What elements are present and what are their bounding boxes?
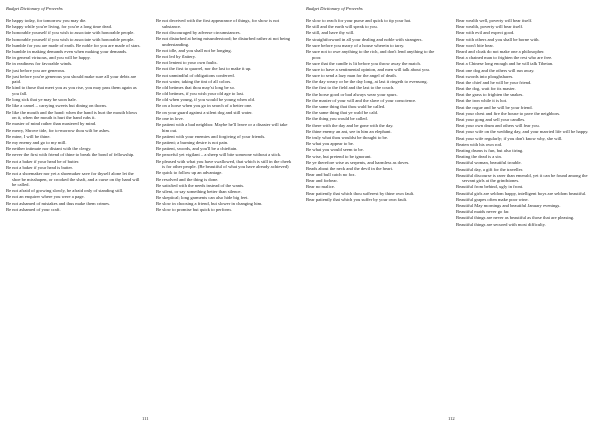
proverb-entry: Be long sick that ye may be soon hale.: [6, 97, 77, 103]
proverb-entry: Beautiful things are never as beautiful as those that are pleasing.: [456, 215, 575, 221]
proverb-entry: Be not led by flattery.: [156, 53, 196, 59]
proverb-entry: Be resolved and the thing is done.: [156, 176, 219, 182]
proverb-entry: Be what you appear to be.: [306, 141, 354, 147]
proverb-entry: Be straightforward in all your dealing and noble with strangers.: [306, 36, 423, 42]
proverb-entry: Be truly what thou wouldst be thought to be.: [306, 134, 389, 140]
proverb-entry: Be just before you are generous.: [6, 67, 66, 73]
proverb-entry: Be wise, but pretend to be ignorant.: [306, 153, 372, 159]
proverb-entry: Be still, and have thy will.: [306, 30, 355, 36]
proverb-entry: Beautiful woman, beautiful trouble.: [456, 160, 522, 166]
proverb-entry: Be not lenient to your own faults.: [156, 60, 218, 66]
proverb-entry: Be sure to have a sentimental opinion, and men will talk about you.: [306, 66, 431, 72]
proverb-entry: Be there with the day and be gone with the day.: [306, 122, 394, 128]
column-left: [306, 18, 442, 203]
proverb-entry: Be peaceful yet vigilant – a sheep will bite someone without a stick.: [156, 152, 282, 158]
proverb-entry: Be my enemy and go to my mill.: [6, 139, 67, 145]
proverb-entry: Be not disturbed at being misunderstood; be disturbed rather at not being understanding.: [156, 35, 291, 47]
proverb-entry: Be on your guard against a silent dog and still water.: [156, 109, 253, 115]
proverb-entry: Beautiful girls are seldom happy, intelligent boys are seldom beautiful.: [456, 190, 587, 196]
proverb-entry: Beautiful discourse is rarer than emerald, yet it can be found among the servant girls at the grindstones.: [456, 172, 588, 184]
proverb-entry: Be ye therefore wise as serpents, and harmless as doves.: [306, 159, 410, 165]
proverb-entry: Be slow to reach for your purse and quick to tip your hat.: [306, 18, 412, 23]
proverb-entry: Be sure that the candle is lit before you throw away the match.: [306, 60, 421, 66]
proverb-entry: Bear wealth, poverty will bear itself.: [456, 24, 524, 30]
proverb-entry: Be sure not to owe anything to the rich, and don't lend anything to the poor.: [306, 48, 435, 60]
proverb-entry: Be patient; a burning desire is not pain.: [156, 139, 229, 145]
proverb-entry: Be kind to those that meet you as you rise, you may pass them again as you fall.: [6, 85, 137, 97]
page-number: 112: [448, 416, 455, 421]
proverb-entry: Be in readiness for favorable winds.: [6, 61, 73, 67]
proverb-entry: Be what you would seem to be.: [306, 147, 364, 153]
proverb-entry: Be thine enemy an ant, see in him an elephant.: [306, 128, 392, 134]
proverb-entry: Be pleased with what you have swallowed, that which is still in the cheek is for other people. (Be beautiful of what you have already achieved): [156, 158, 292, 170]
proverb-entry: Beat swords into ploughshares.: [456, 73, 514, 79]
proverb-entry: Beat one dog and the others will run away.: [456, 67, 535, 73]
proverb-entry: Be like a camel – carrying sweets but dining on thorns.: [6, 103, 108, 109]
proverb-entry: Be patient with a bad neighbor. Maybe he'll leave or a disaster will take him out.: [156, 122, 288, 133]
proverb-entry: Be the horse good or bad always wear your spurs.: [306, 91, 398, 97]
proverb-entry: Beat your own drum and others will fear you.: [456, 123, 540, 129]
proverb-entry: Be humble in making demands even when making your demands.: [6, 48, 128, 54]
proverb-entry: Beat the chief and he will be your friend.: [456, 79, 532, 85]
column-left: [6, 18, 142, 213]
proverb-entry: Be sure before you marry of a house wherein to tarry.: [306, 42, 405, 48]
proverb-entry: Be the first to the field and the last to the couch.: [306, 85, 395, 91]
proverb-entry: Be one in love.: [156, 115, 184, 121]
proverb-entry: Be honorable yourself if you wish to associate with honorable people.: [6, 30, 135, 36]
proverb-entry: Be not unmindful of obligations conferred.: [156, 72, 235, 78]
proverb-entry: Be not idle, and you shall not be longing.: [156, 47, 232, 53]
proverb-entry: Be not a shoemaker nor yet a shoemaker save for thyself alone let the shoe be misshapen, or crooked the shaft, and a curse on thy hand will be called.: [6, 170, 140, 188]
proverb-entry: Beat your wife on the wedding day, and your married life will be happy.: [456, 129, 589, 135]
proverb-entry: Be quick to follow up an advantage.: [156, 170, 223, 176]
column-right: [456, 18, 592, 228]
proverb-entry: Be not deceived with the first appearance of things, for show is not substance.: [156, 18, 280, 29]
proverb-entry: Be honorable yourself if you wish to associate with honorable people.: [6, 36, 135, 42]
proverb-entry: Be not the first to quarrel, nor the last to make it up.: [156, 66, 252, 72]
proverb-entry: Be the master of your will and the slave of your conscience.: [306, 97, 417, 103]
proverb-entry: Be not a baker if your head be of butter.: [6, 158, 80, 164]
proverb-entry: Beautiful from behind, ugly in front.: [456, 184, 524, 190]
proverb-entry: Be sure to send a lazy man for the angel of death.: [306, 73, 397, 79]
proverb-entry: Beat a chained man to frighten the rest who are free.: [456, 55, 553, 61]
proverb-entry: Be just before you're generous you should make sure all your debts are paid.: [6, 73, 137, 85]
proverb-entry: Be silent, or say something better than silence.: [156, 188, 242, 194]
proverb-entry: Be happy while you're living, for you're a long time dead.: [6, 24, 113, 30]
proverb-entry: Bear wealth well, poverty will bear itself.: [456, 18, 533, 23]
proverb-entry: Bear won't bite bear.: [456, 42, 494, 48]
proverb-entry: Be not ashamed of mistakes and thus make them crimes.: [6, 200, 111, 206]
proverb-entry: Beat your gong and sell your candles.: [456, 117, 526, 122]
proverb-entry: Beard and cloak do not make one a philosopher.: [456, 48, 545, 54]
proverb-entry: Be slow to promise but quick to perform.: [156, 207, 232, 213]
proverb-entry: Be never the first with friend of thine to break the bond of fellowship.: [6, 152, 135, 158]
proverb-entry: Bear patiently that which you suffer by your own fault.: [306, 196, 408, 202]
proverb-entry: Be not a baker if your head is butter.: [6, 164, 73, 170]
proverb-entry: Bear and bull catch no fox.: [306, 172, 356, 178]
page-number: 111: [142, 416, 149, 421]
proverb-entry: Be patient with your enemies and forgiving of your friends.: [156, 133, 266, 139]
proverb-entry: Be satisfied with the needs instead of the wants.: [156, 182, 245, 188]
proverb-entry: Be not water, taking the tint of all colors.: [156, 78, 232, 84]
proverb-entry: Be not an enquirer where you were a page.: [6, 194, 85, 200]
proverb-entry: Be not ashamed of your craft.: [6, 206, 61, 212]
running-header: Budget Dictionary of Proverbs: [306, 6, 363, 11]
proverb-entry: Be slow in choosing a friend, but slower in changing him.: [156, 201, 263, 207]
proverb-entry: Be not afraid of growing slowly, be afraid only of standing still.: [6, 188, 124, 194]
proverb-entry: Beat your wife regularly; if you don't know why, she will.: [456, 135, 563, 141]
proverb-entry: Be old betimes that thou may'st long be so.: [156, 84, 236, 90]
proverb-entry: Be still and the earth will speak to you.: [306, 24, 378, 30]
proverb-entry: Bear patiently that which thou sufferest by thine own fault.: [306, 190, 415, 196]
proverb-entry: Be old when young, if you would be young when old.: [156, 97, 256, 103]
proverb-entry: Beautiful things are secured with most difficulty.: [456, 221, 546, 227]
page-right: [300, 0, 600, 424]
proverb-entry: Bear with evil and expect good.: [456, 30, 515, 36]
proverb-entry: Be like the mouth and the hand: when the hand is hurt the mouth blows on it, when the mouth is hurt the hand rubs it.: [6, 109, 138, 121]
proverb-entry: Beat the iron while it is hot.: [456, 98, 508, 104]
proverb-entry: Be in general virtuous, and you will be happy.: [6, 55, 91, 61]
proverb-entry: Beat the grass to frighten the snakes.: [456, 92, 524, 98]
proverb-entry: Be on a horse when you go in search of a better one.: [156, 103, 253, 109]
proverb-entry: Be mine, I will be thine.: [6, 133, 51, 139]
proverb-entry: Beautiful May mornings and beautiful January evenings.: [456, 203, 561, 209]
proverb-entry: Be the day weary or be the day long, at last it ringeth to evensong.: [306, 79, 428, 85]
proverb-entry: Beautiful day, a gift for the traveller.: [456, 166, 524, 172]
proverb-entry: Be old betimes, if you wish your old age to last.: [156, 91, 245, 97]
proverb-entry: Be the same thing that thou wald be called.: [306, 104, 386, 110]
column-right: [156, 18, 292, 214]
proverb-entry: Be master of mind rather than mastered by mind.: [6, 121, 97, 127]
proverb-entry: Be humble for you are made of earth. Be noble for you are made of stars.: [6, 42, 141, 48]
proverb-entry: Beat a Chinese long enough and he will talk Tibetan.: [456, 61, 554, 67]
running-header: Budget Dictionary of Proverbs: [6, 6, 63, 11]
proverb-entry: Bear no malice.: [306, 184, 335, 190]
proverb-entry: Beat the dog, wait for its master.: [456, 86, 516, 92]
proverb-entry: Beautiful grapes often make poor wine.: [456, 196, 529, 202]
proverb-entry: Bear with others and you shall be borne with.: [456, 36, 540, 42]
proverb-entry: Be neither intimate nor distant with the clergy.: [6, 146, 92, 152]
proverb-entry: Be patient, swords, and you'll be a chieftain.: [156, 146, 238, 152]
proverb-entry: Be skeptical; long garments can also hide big feet.: [156, 195, 249, 201]
proverb-entry: Be not discouraged by adverse circumstances.: [156, 29, 241, 35]
proverb-entry: Be the thing you would be called.: [306, 116, 368, 122]
proverb-entry: Beads about the neck and the devil in the heart.: [306, 165, 393, 171]
proverb-entry: Be happy today, for tomorrow you may die.: [6, 18, 87, 23]
proverb-entry: Bear and forbear.: [306, 178, 338, 184]
proverb-entry: Beating drums is fun, but also tiring.: [456, 147, 524, 153]
proverb-entry: Beating the dead is a sin.: [456, 154, 502, 160]
proverb-entry: Beautiful maids never go far.: [456, 209, 510, 215]
proverb-entry: Beaten with his own rod.: [456, 141, 503, 147]
proverb-entry: Be the same thing that ye wald be cald.: [306, 110, 379, 116]
proverb-entry: Be merry, Shrove tide, for to-morrow thou wilt be ashes.: [6, 127, 111, 133]
proverb-entry: Beat the rogue and he will be your friend.: [456, 104, 533, 110]
proverb-entry: Beat your chest and fire the house to pave the neighbors.: [456, 110, 561, 116]
